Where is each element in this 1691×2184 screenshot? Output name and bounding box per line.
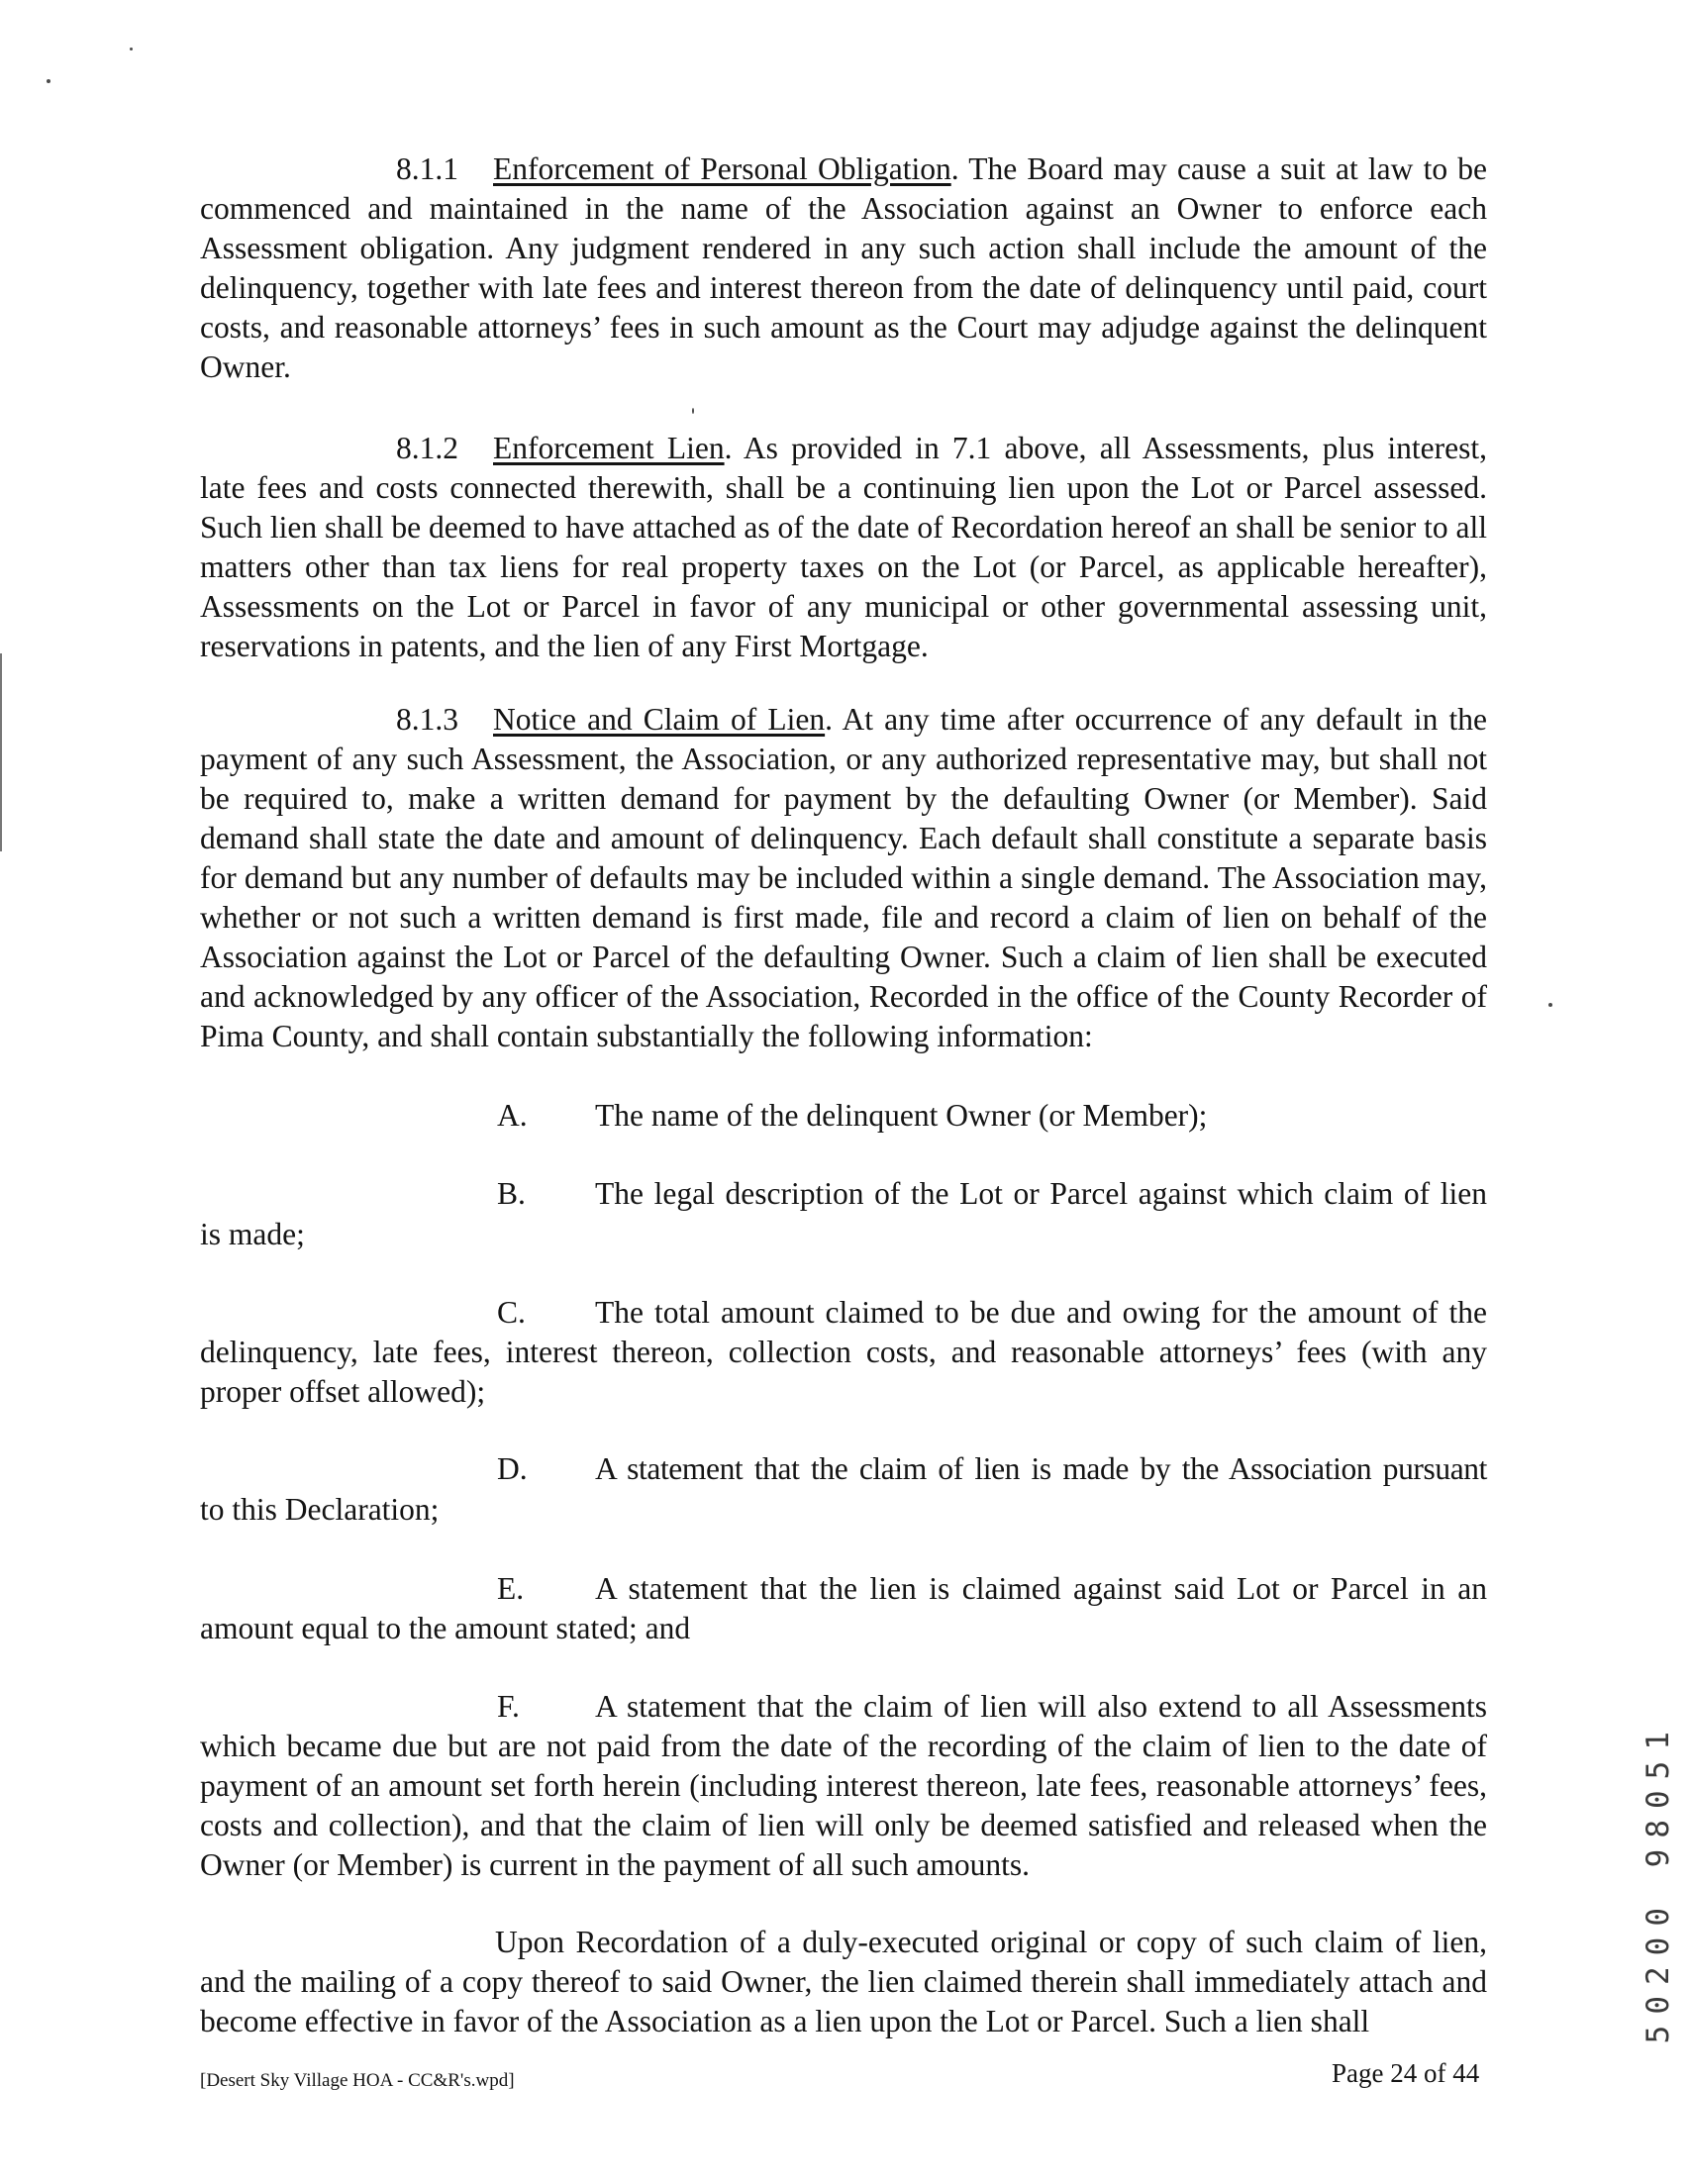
recording-stamp: 50200 98051 bbox=[1641, 1721, 1676, 2044]
section-number: 8.1.1 bbox=[396, 151, 458, 186]
list-item-first-line: The legal description of the Lot or Parcel against which claim of lien bbox=[595, 1176, 1487, 1211]
section-number: 8.1.3 bbox=[396, 702, 458, 737]
list-item-letter: C. bbox=[497, 1295, 526, 1330]
scan-speck bbox=[47, 79, 50, 83]
section-text: . At any time after occurrence of any default in the payment of any such Assessment, the Association, or any authorized representative may, but shall not be required to, make a written demand for payment by the defaulting Owner (or Member). Said demand shall state the date and amount of delinquency. Each default shall constitute a separate basis for demand but any number of defaults may be included within a single demand. The Association may, whether or not such a written demand is first made, file and record a claim of lien on behalf of the Association against the Lot or Parcel of the defaulting Owner. Such a claim of lien shall be executed and acknowledged by any officer of the Association, Recorded in the office of the County Recorder of Pima County, and shall contain substantially the following information: bbox=[200, 702, 1487, 1053]
section-number: 8.1.2 bbox=[396, 431, 458, 465]
footer-document-name: [Desert Sky Village HOA - CC&R's.wpd] bbox=[200, 2070, 515, 2091]
list-item-continuation: delinquency, late fees, interest thereon, collection costs, and reasonable attorneys’ fees (with any proper offset allowed); bbox=[200, 1335, 1487, 1409]
list-item-letter: F. bbox=[497, 1689, 520, 1724]
list-item-letter: A. bbox=[497, 1098, 528, 1133]
list-item-first-line: The name of the delinquent Owner (or Member); bbox=[595, 1098, 1208, 1133]
scan-speck bbox=[1548, 1003, 1552, 1007]
list-item-letter: D. bbox=[497, 1451, 528, 1486]
section-heading: Enforcement Lien bbox=[493, 431, 725, 465]
list-item-continuation: is made; bbox=[200, 1217, 305, 1251]
list-item-first-line: A statement that the lien is claimed against said Lot or Parcel in an bbox=[595, 1571, 1487, 1606]
list-item-continuation: to this Declaration; bbox=[200, 1492, 440, 1527]
section-text: . As provided in 7.1 above, all Assessments, plus interest, late fees and costs connected therewith, shall be a continuing lien upon the Lot or Parcel assessed. Such lien shall be deemed to have attached as of the date of Recordation hereof an shall be senior to all matters other than tax liens for real property taxes on the Lot (or Parcel, as applicable hereafter), Assessments on the Lot or Parcel in favor of any municipal or other governmental assessing unit, reservations in patents, and the lien of any First Mortgage. bbox=[200, 431, 1487, 663]
section-heading: Enforcement of Personal Obligation bbox=[493, 151, 951, 186]
list-item-letter: B. bbox=[497, 1176, 526, 1211]
list-item-continuation: which became due but are not paid from the date of the recording of the claim of lien to the date of payment of an amount set forth herein (including interest thereon, late fees, reasonable attorneys’ fees, costs and collection), and that the claim of lien will only be deemed satisfied and released when the Owner (or Member) is current in the payment of all such amounts. bbox=[200, 1729, 1487, 1882]
scan-speck bbox=[692, 408, 694, 414]
section-8-1-3 bbox=[200, 700, 1487, 1056]
list-item-first-line: The total amount claimed to be due and owing for the amount of the bbox=[595, 1295, 1487, 1330]
list-item-continuation: amount equal to the amount stated; and bbox=[200, 1611, 691, 1645]
section-8-1-1 bbox=[200, 149, 1487, 387]
list-item-first-line: A statement that the claim of lien will also extend to all Assessments bbox=[595, 1689, 1487, 1724]
section-heading: Notice and Claim of Lien bbox=[493, 702, 826, 737]
scan-edge-mark bbox=[0, 653, 2, 851]
closing-paragraph-text: Upon Recordation of a duly-executed original or copy of such claim of lien, and the mailing of a copy thereof to said Owner, the lien claimed therein shall immediately attach and become effective in favor of the Association as a lien upon the Lot or Parcel. Such a lien shall bbox=[200, 1925, 1487, 2038]
footer-page-number: Page 24 of 44 bbox=[1332, 2058, 1480, 2088]
scan-speck bbox=[130, 48, 133, 50]
list-item-letter: E. bbox=[497, 1571, 525, 1606]
list-item-first-line: A statement that the claim of lien is made by the Association pursuant bbox=[595, 1451, 1487, 1486]
section-text: . The Board may cause a suit at law to be commenced and maintained in the name of the Association against an Owner to enforce each Assessment obligation. Any judgment rendered in any such action shall include the amount of the delinquency, together with late fees and interest thereon from the date of delinquency until paid, court costs, and reasonable attorneys’ fees in such amount as the Court may adjudge against the delinquent Owner. bbox=[200, 151, 1487, 384]
closing-paragraph bbox=[200, 1923, 1487, 2041]
section-8-1-2 bbox=[200, 429, 1487, 666]
